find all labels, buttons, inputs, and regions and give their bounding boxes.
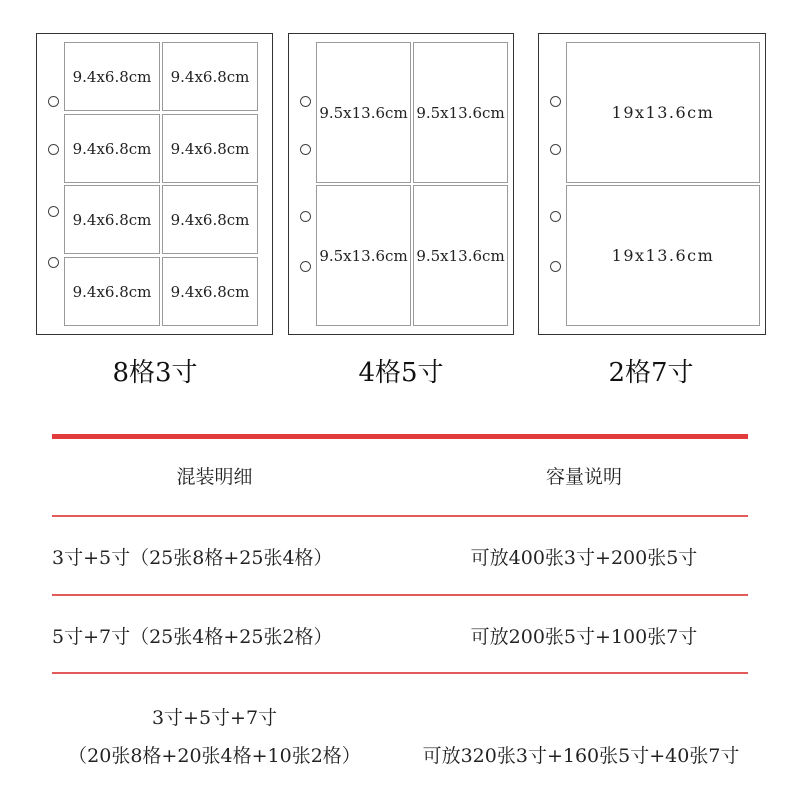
photo-pocket: 9.5x13.6cm	[413, 185, 508, 326]
photo-pocket: 9.4x6.8cm	[64, 257, 160, 326]
album-page-2-pocket	[538, 33, 766, 335]
binder-hole	[550, 261, 561, 272]
photo-pocket: 9.5x13.6cm	[413, 42, 508, 183]
album-page-8-pocket	[36, 33, 273, 335]
table-row-right: 可放320张3寸+160张5寸+40张7寸	[422, 745, 740, 767]
table-row-right: 可放200张5寸+100张7寸	[470, 626, 698, 648]
binder-hole	[550, 96, 561, 107]
binder-hole	[300, 261, 311, 272]
binder-hole	[550, 144, 561, 155]
table-row-right: 可放400张3寸+200张5寸	[470, 547, 698, 569]
table-top-rule	[52, 434, 748, 439]
layout-caption: 8格3寸	[112, 358, 198, 388]
photo-pocket: 9.4x6.8cm	[162, 42, 258, 111]
binder-hole	[48, 96, 59, 107]
photo-pocket: 19x13.6cm	[566, 42, 760, 183]
layout-caption: 4格5寸	[358, 358, 444, 388]
table-header-left: 混装明细	[176, 466, 253, 488]
binder-hole	[550, 211, 561, 222]
binder-hole	[300, 96, 311, 107]
table-row-left-line1: 3寸+5寸+7寸	[151, 707, 278, 729]
photo-pocket: 9.4x6.8cm	[162, 185, 258, 254]
table-divider	[52, 515, 748, 517]
photo-pocket: 9.4x6.8cm	[162, 257, 258, 326]
photo-pocket: 9.5x13.6cm	[316, 185, 411, 326]
binder-hole	[300, 144, 311, 155]
photo-pocket: 9.4x6.8cm	[64, 185, 160, 254]
binder-hole	[48, 257, 59, 268]
table-divider	[52, 594, 748, 596]
binder-hole	[48, 206, 59, 217]
table-row-left: 5寸+7寸（25张4格+25张2格）	[52, 626, 333, 648]
table-divider	[52, 672, 748, 674]
photo-pocket: 9.5x13.6cm	[316, 42, 411, 183]
binder-hole	[300, 211, 311, 222]
photo-pocket: 9.4x6.8cm	[162, 114, 258, 183]
table-row-left-line2: （20张8格+20张4格+10张2格）	[68, 745, 361, 767]
photo-pocket: 19x13.6cm	[566, 185, 760, 326]
binder-hole	[48, 144, 59, 155]
layout-caption: 2格7寸	[608, 358, 694, 388]
table-row-left: 3寸+5寸（25张8格+25张4格）	[52, 547, 333, 569]
table-header-right: 容量说明	[545, 466, 622, 488]
album-page-4-pocket	[288, 33, 514, 335]
photo-pocket: 9.4x6.8cm	[64, 42, 160, 111]
photo-pocket: 9.4x6.8cm	[64, 114, 160, 183]
